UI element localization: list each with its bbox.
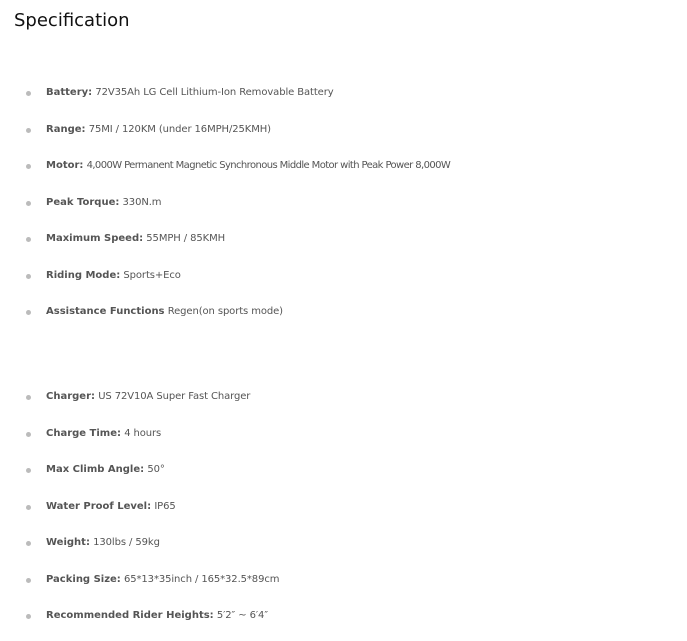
spec-item-riding-mode (0, 264, 687, 301)
spec-label: Recommended Rider Heights: (46, 610, 214, 621)
bullet-icon (26, 310, 31, 315)
spec-label: Riding Mode: (46, 269, 121, 281)
spec-item-motor (0, 154, 687, 191)
spec-label: Charge Time: (46, 427, 122, 439)
spec-item-water-proof-level (0, 495, 687, 532)
spec-label: Water Proof Level: (46, 500, 152, 512)
spec-label: Assistance Functions (46, 306, 165, 317)
bullet-icon (26, 164, 31, 169)
bullet-icon (26, 578, 31, 583)
bullet-icon (26, 128, 31, 133)
bullet-icon (26, 91, 31, 96)
bullet-icon (26, 237, 31, 242)
bullet-icon (26, 274, 31, 279)
spec-label: Battery: (46, 87, 93, 98)
bullet-icon (26, 432, 31, 437)
bullet-icon (26, 395, 31, 400)
page-title: Specification (14, 10, 130, 31)
spec-label: Charger: (46, 391, 96, 402)
spec-label: Motor: (46, 160, 84, 171)
spec-item-maximum-speed (0, 227, 687, 264)
spec-item-recommended-rider-heights (0, 604, 687, 641)
spec-item-battery (0, 81, 687, 118)
spec-label: Range: (46, 123, 86, 135)
spec-label: Packing Size: (46, 573, 121, 585)
spec-list-performance (0, 81, 687, 337)
spec-value: 4,000W Permanent Magnetic Synchronous Middle Motor with Peak Power 8,000W (86, 160, 451, 171)
spec-label: Maximum Speed: (46, 233, 144, 244)
bullet-icon (26, 541, 31, 546)
spec-label: Peak Torque: (46, 196, 120, 208)
spec-item-range (0, 118, 687, 155)
spec-item-max-climb-angle (0, 458, 687, 495)
spec-value: 55MPH / 85KMH (146, 233, 226, 244)
spec-value: 5′2″ ~ 6′4″ (216, 610, 268, 621)
bullet-icon (26, 468, 31, 473)
spec-value: 72V35Ah LG Cell Lithium-Ion Removable Battery (95, 87, 334, 98)
spec-value: Sports+Eco (123, 269, 181, 281)
spec-label: Max Climb Angle: (46, 464, 145, 475)
spec-item-charge-time (0, 422, 687, 459)
spec-item-weight (0, 531, 687, 568)
spec-value: 65*13*35inch / 165*32.5*89cm (124, 573, 280, 585)
spec-item-packing-size (0, 568, 687, 605)
spec-value: IP65 (154, 500, 176, 512)
spec-label: Weight: (46, 537, 90, 548)
spec-value: 4 hours (124, 427, 162, 439)
bullet-icon (26, 614, 31, 619)
spec-item-charger (0, 385, 687, 422)
spec-value: Regen(on sports mode) (167, 306, 283, 317)
spec-value: 75MI / 120KM (under 16MPH/25KMH) (88, 123, 271, 135)
spec-value: 50° (147, 464, 165, 475)
spec-item-peak-torque (0, 191, 687, 228)
spec-value: 330N.m (122, 196, 162, 208)
bullet-icon (26, 201, 31, 206)
spec-item-assistance-functions (0, 300, 687, 337)
spec-value: 130lbs / 59kg (93, 537, 160, 548)
spec-list-physical (0, 385, 687, 641)
bullet-icon (26, 505, 31, 510)
spec-value: US 72V10A Super Fast Charger (98, 391, 251, 402)
